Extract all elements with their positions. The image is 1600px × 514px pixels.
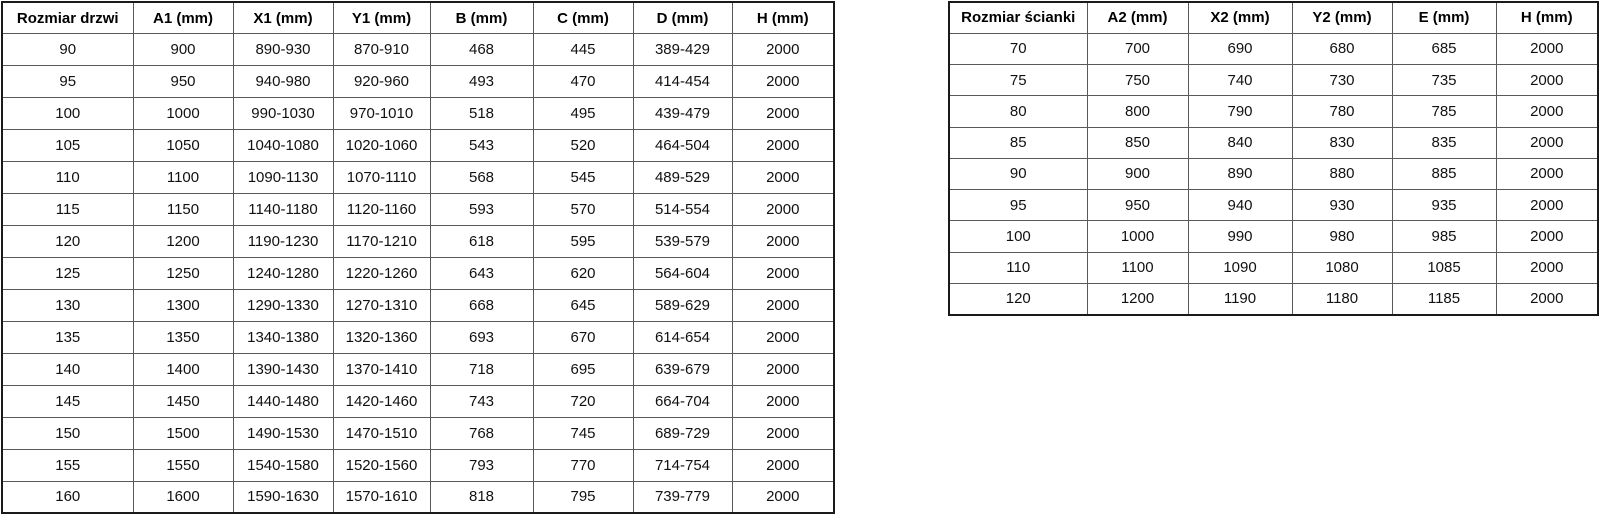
table-cell: 1450: [133, 385, 233, 417]
column-header: E (mm): [1392, 2, 1496, 33]
table-cell: 1520-1560: [333, 449, 430, 481]
table-cell: 985: [1392, 221, 1496, 252]
table-cell: 890-930: [233, 34, 333, 66]
table-cell: 735: [1392, 65, 1496, 96]
column-header: C (mm): [533, 2, 633, 34]
table-cell: 690: [1188, 33, 1292, 64]
table-cell: 1190-1230: [233, 226, 333, 258]
table-cell: 785: [1392, 96, 1496, 127]
table-cell: 614-654: [633, 321, 732, 353]
table-cell: 1040-1080: [233, 130, 333, 162]
table-cell: 130: [2, 289, 133, 321]
table-row: [949, 283, 1598, 314]
table-cell: 2000: [1496, 190, 1598, 221]
table-cell: 445: [533, 34, 633, 66]
table-cell: 745: [533, 417, 633, 449]
table-cell: 1390-1430: [233, 353, 333, 385]
table-row: [949, 96, 1598, 127]
table-cell: 714-754: [633, 449, 732, 481]
table-cell: 780: [1292, 96, 1392, 127]
column-header: Rozmiar ścianki: [949, 2, 1087, 33]
table-cell: 1090-1130: [233, 162, 333, 194]
table-row: [2, 34, 834, 66]
table-cell: 2000: [732, 258, 834, 290]
table-row: [2, 66, 834, 98]
column-header: A1 (mm): [133, 2, 233, 34]
table-cell: 1085: [1392, 252, 1496, 283]
table-cell: 685: [1392, 33, 1496, 64]
table-cell: 2000: [1496, 127, 1598, 158]
table-cell: 890: [1188, 158, 1292, 189]
table-cell: 100: [949, 221, 1087, 252]
table-cell: 2000: [1496, 221, 1598, 252]
door-table-body: [2, 34, 834, 513]
table-cell: 495: [533, 98, 633, 130]
table-cell: 793: [430, 449, 533, 481]
table-cell: 795: [533, 481, 633, 513]
table-cell: 90: [2, 34, 133, 66]
wall-table-body: [949, 33, 1598, 314]
table-cell: 120: [2, 226, 133, 258]
table-cell: 970-1010: [333, 98, 430, 130]
wall-size-table: [948, 1, 1599, 316]
table-cell: 1070-1110: [333, 162, 430, 194]
table-cell: 2000: [1496, 158, 1598, 189]
table-cell: 90: [949, 158, 1087, 189]
table-cell: 900: [133, 34, 233, 66]
table-cell: 680: [1292, 33, 1392, 64]
table-cell: 743: [430, 385, 533, 417]
header-row: [949, 2, 1598, 33]
table-cell: 1290-1330: [233, 289, 333, 321]
table-row: [2, 353, 834, 385]
table-cell: 1020-1060: [333, 130, 430, 162]
table-cell: 115: [2, 194, 133, 226]
table-cell: 80: [949, 96, 1087, 127]
column-header: A2 (mm): [1087, 2, 1188, 33]
table-cell: 568: [430, 162, 533, 194]
table-cell: 800: [1087, 96, 1188, 127]
table-cell: 389-429: [633, 34, 732, 66]
table-row: [2, 321, 834, 353]
door-size-table: [1, 1, 835, 514]
table-row: [949, 221, 1598, 252]
table-cell: 1320-1360: [333, 321, 430, 353]
table-cell: 940-980: [233, 66, 333, 98]
table-cell: 2000: [1496, 33, 1598, 64]
table-cell: 750: [1087, 65, 1188, 96]
table-cell: 830: [1292, 127, 1392, 158]
table-cell: 620: [533, 258, 633, 290]
table-cell: 900: [1087, 158, 1188, 189]
table-cell: 790: [1188, 96, 1292, 127]
table-row: [949, 190, 1598, 221]
table-cell: 1250: [133, 258, 233, 290]
table-cell: 470: [533, 66, 633, 98]
table-cell: 2000: [732, 162, 834, 194]
table-cell: 990-1030: [233, 98, 333, 130]
table-cell: 539-579: [633, 226, 732, 258]
table-cell: 695: [533, 353, 633, 385]
table-cell: 464-504: [633, 130, 732, 162]
table-cell: 1400: [133, 353, 233, 385]
table-cell: 1185: [1392, 283, 1496, 314]
table-cell: 885: [1392, 158, 1496, 189]
table-cell: 100: [2, 98, 133, 130]
header-row: [2, 2, 834, 34]
door-table-header: [2, 2, 834, 34]
table-cell: 1080: [1292, 252, 1392, 283]
table-cell: 145: [2, 385, 133, 417]
table-cell: 2000: [732, 449, 834, 481]
table-cell: 1350: [133, 321, 233, 353]
table-cell: 85: [949, 127, 1087, 158]
table-row: [949, 252, 1598, 283]
table-cell: 850: [1087, 127, 1188, 158]
table-cell: 770: [533, 449, 633, 481]
column-header: D (mm): [633, 2, 732, 34]
table-cell: 2000: [732, 66, 834, 98]
table-cell: 70: [949, 33, 1087, 64]
table-cell: 1000: [1087, 221, 1188, 252]
table-cell: 2000: [1496, 252, 1598, 283]
table-cell: 570: [533, 194, 633, 226]
table-cell: 2000: [732, 417, 834, 449]
table-cell: 1590-1630: [233, 481, 333, 513]
table-cell: 693: [430, 321, 533, 353]
table-cell: 768: [430, 417, 533, 449]
table-cell: 1220-1260: [333, 258, 430, 290]
table-cell: 1100: [1087, 252, 1188, 283]
table-cell: 1300: [133, 289, 233, 321]
table-cell: 689-729: [633, 417, 732, 449]
table-cell: 110: [949, 252, 1087, 283]
table-cell: 1490-1530: [233, 417, 333, 449]
column-header: Y1 (mm): [333, 2, 430, 34]
table-cell: 468: [430, 34, 533, 66]
table-cell: 1470-1510: [333, 417, 430, 449]
table-cell: 2000: [732, 130, 834, 162]
table-cell: 120: [949, 283, 1087, 314]
table-row: [2, 162, 834, 194]
table-cell: 940: [1188, 190, 1292, 221]
table-cell: 1340-1380: [233, 321, 333, 353]
table-cell: 518: [430, 98, 533, 130]
table-cell: 1440-1480: [233, 385, 333, 417]
table-cell: 870-910: [333, 34, 430, 66]
table-cell: 980: [1292, 221, 1392, 252]
table-cell: 110: [2, 162, 133, 194]
table-cell: 1200: [133, 226, 233, 258]
table-cell: 489-529: [633, 162, 732, 194]
table-cell: 670: [533, 321, 633, 353]
table-cell: 75: [949, 65, 1087, 96]
table-cell: 664-704: [633, 385, 732, 417]
table-cell: 718: [430, 353, 533, 385]
table-cell: 1190: [1188, 283, 1292, 314]
table-row: [949, 65, 1598, 96]
table-row: [2, 481, 834, 513]
wall-table-header: [949, 2, 1598, 33]
table-cell: 1500: [133, 417, 233, 449]
table-cell: 1050: [133, 130, 233, 162]
table-cell: 1180: [1292, 283, 1392, 314]
column-header: H (mm): [732, 2, 834, 34]
table-cell: 95: [2, 66, 133, 98]
table-cell: 2000: [732, 481, 834, 513]
table-row: [2, 98, 834, 130]
table-cell: 2000: [732, 353, 834, 385]
table-cell: 840: [1188, 127, 1292, 158]
table-cell: 2000: [1496, 96, 1598, 127]
table-cell: 730: [1292, 65, 1392, 96]
table-cell: 2000: [732, 98, 834, 130]
column-header: Rozmiar drzwi: [2, 2, 133, 34]
table-cell: 818: [430, 481, 533, 513]
table-row: [2, 385, 834, 417]
column-header: B (mm): [430, 2, 533, 34]
table-cell: 545: [533, 162, 633, 194]
table-cell: 155: [2, 449, 133, 481]
table-cell: 2000: [732, 34, 834, 66]
table-cell: 439-479: [633, 98, 732, 130]
table-cell: 740: [1188, 65, 1292, 96]
table-cell: 1270-1310: [333, 289, 430, 321]
column-header: X1 (mm): [233, 2, 333, 34]
table-row: [2, 258, 834, 290]
table-cell: 1100: [133, 162, 233, 194]
table-cell: 150: [2, 417, 133, 449]
table-cell: 105: [2, 130, 133, 162]
table-cell: 95: [949, 190, 1087, 221]
table-cell: 1240-1280: [233, 258, 333, 290]
table-cell: 950: [1087, 190, 1188, 221]
table-cell: 645: [533, 289, 633, 321]
table-cell: 1570-1610: [333, 481, 430, 513]
table-row: [2, 194, 834, 226]
table-cell: 618: [430, 226, 533, 258]
table-cell: 935: [1392, 190, 1496, 221]
table-cell: 835: [1392, 127, 1496, 158]
table-cell: 990: [1188, 221, 1292, 252]
table-cell: 1090: [1188, 252, 1292, 283]
table-cell: 593: [430, 194, 533, 226]
table-cell: 514-554: [633, 194, 732, 226]
table-row: [949, 33, 1598, 64]
table-cell: 2000: [1496, 65, 1598, 96]
table-cell: 639-679: [633, 353, 732, 385]
table-cell: 1550: [133, 449, 233, 481]
table-cell: 1140-1180: [233, 194, 333, 226]
table-cell: 1420-1460: [333, 385, 430, 417]
table-cell: 1540-1580: [233, 449, 333, 481]
table-cell: 720: [533, 385, 633, 417]
table-row: [949, 158, 1598, 189]
table-row: [2, 449, 834, 481]
table-cell: 920-960: [333, 66, 430, 98]
table-cell: 700: [1087, 33, 1188, 64]
table-cell: 160: [2, 481, 133, 513]
table-cell: 930: [1292, 190, 1392, 221]
table-cell: 1600: [133, 481, 233, 513]
table-row: [2, 130, 834, 162]
table-cell: 643: [430, 258, 533, 290]
table-cell: 493: [430, 66, 533, 98]
table-cell: 520: [533, 130, 633, 162]
table-cell: 2000: [1496, 283, 1598, 314]
table-cell: 2000: [732, 226, 834, 258]
table-cell: 1150: [133, 194, 233, 226]
table-row: [2, 226, 834, 258]
table-cell: 2000: [732, 194, 834, 226]
table-cell: 1000: [133, 98, 233, 130]
table-cell: 1200: [1087, 283, 1188, 314]
column-header: X2 (mm): [1188, 2, 1292, 33]
table-cell: 2000: [732, 289, 834, 321]
table-cell: 595: [533, 226, 633, 258]
table-cell: 140: [2, 353, 133, 385]
table-cell: 950: [133, 66, 233, 98]
column-header: H (mm): [1496, 2, 1598, 33]
table-cell: 2000: [732, 385, 834, 417]
table-cell: 1170-1210: [333, 226, 430, 258]
table-cell: 135: [2, 321, 133, 353]
table-cell: 589-629: [633, 289, 732, 321]
table-cell: 739-779: [633, 481, 732, 513]
table-cell: 125: [2, 258, 133, 290]
table-cell: 668: [430, 289, 533, 321]
table-row: [949, 127, 1598, 158]
table-row: [2, 417, 834, 449]
table-cell: 1370-1410: [333, 353, 430, 385]
table-row: [2, 289, 834, 321]
table-cell: 2000: [732, 321, 834, 353]
table-cell: 414-454: [633, 66, 732, 98]
column-header: Y2 (mm): [1292, 2, 1392, 33]
table-cell: 543: [430, 130, 533, 162]
table-cell: 1120-1160: [333, 194, 430, 226]
table-cell: 880: [1292, 158, 1392, 189]
table-cell: 564-604: [633, 258, 732, 290]
